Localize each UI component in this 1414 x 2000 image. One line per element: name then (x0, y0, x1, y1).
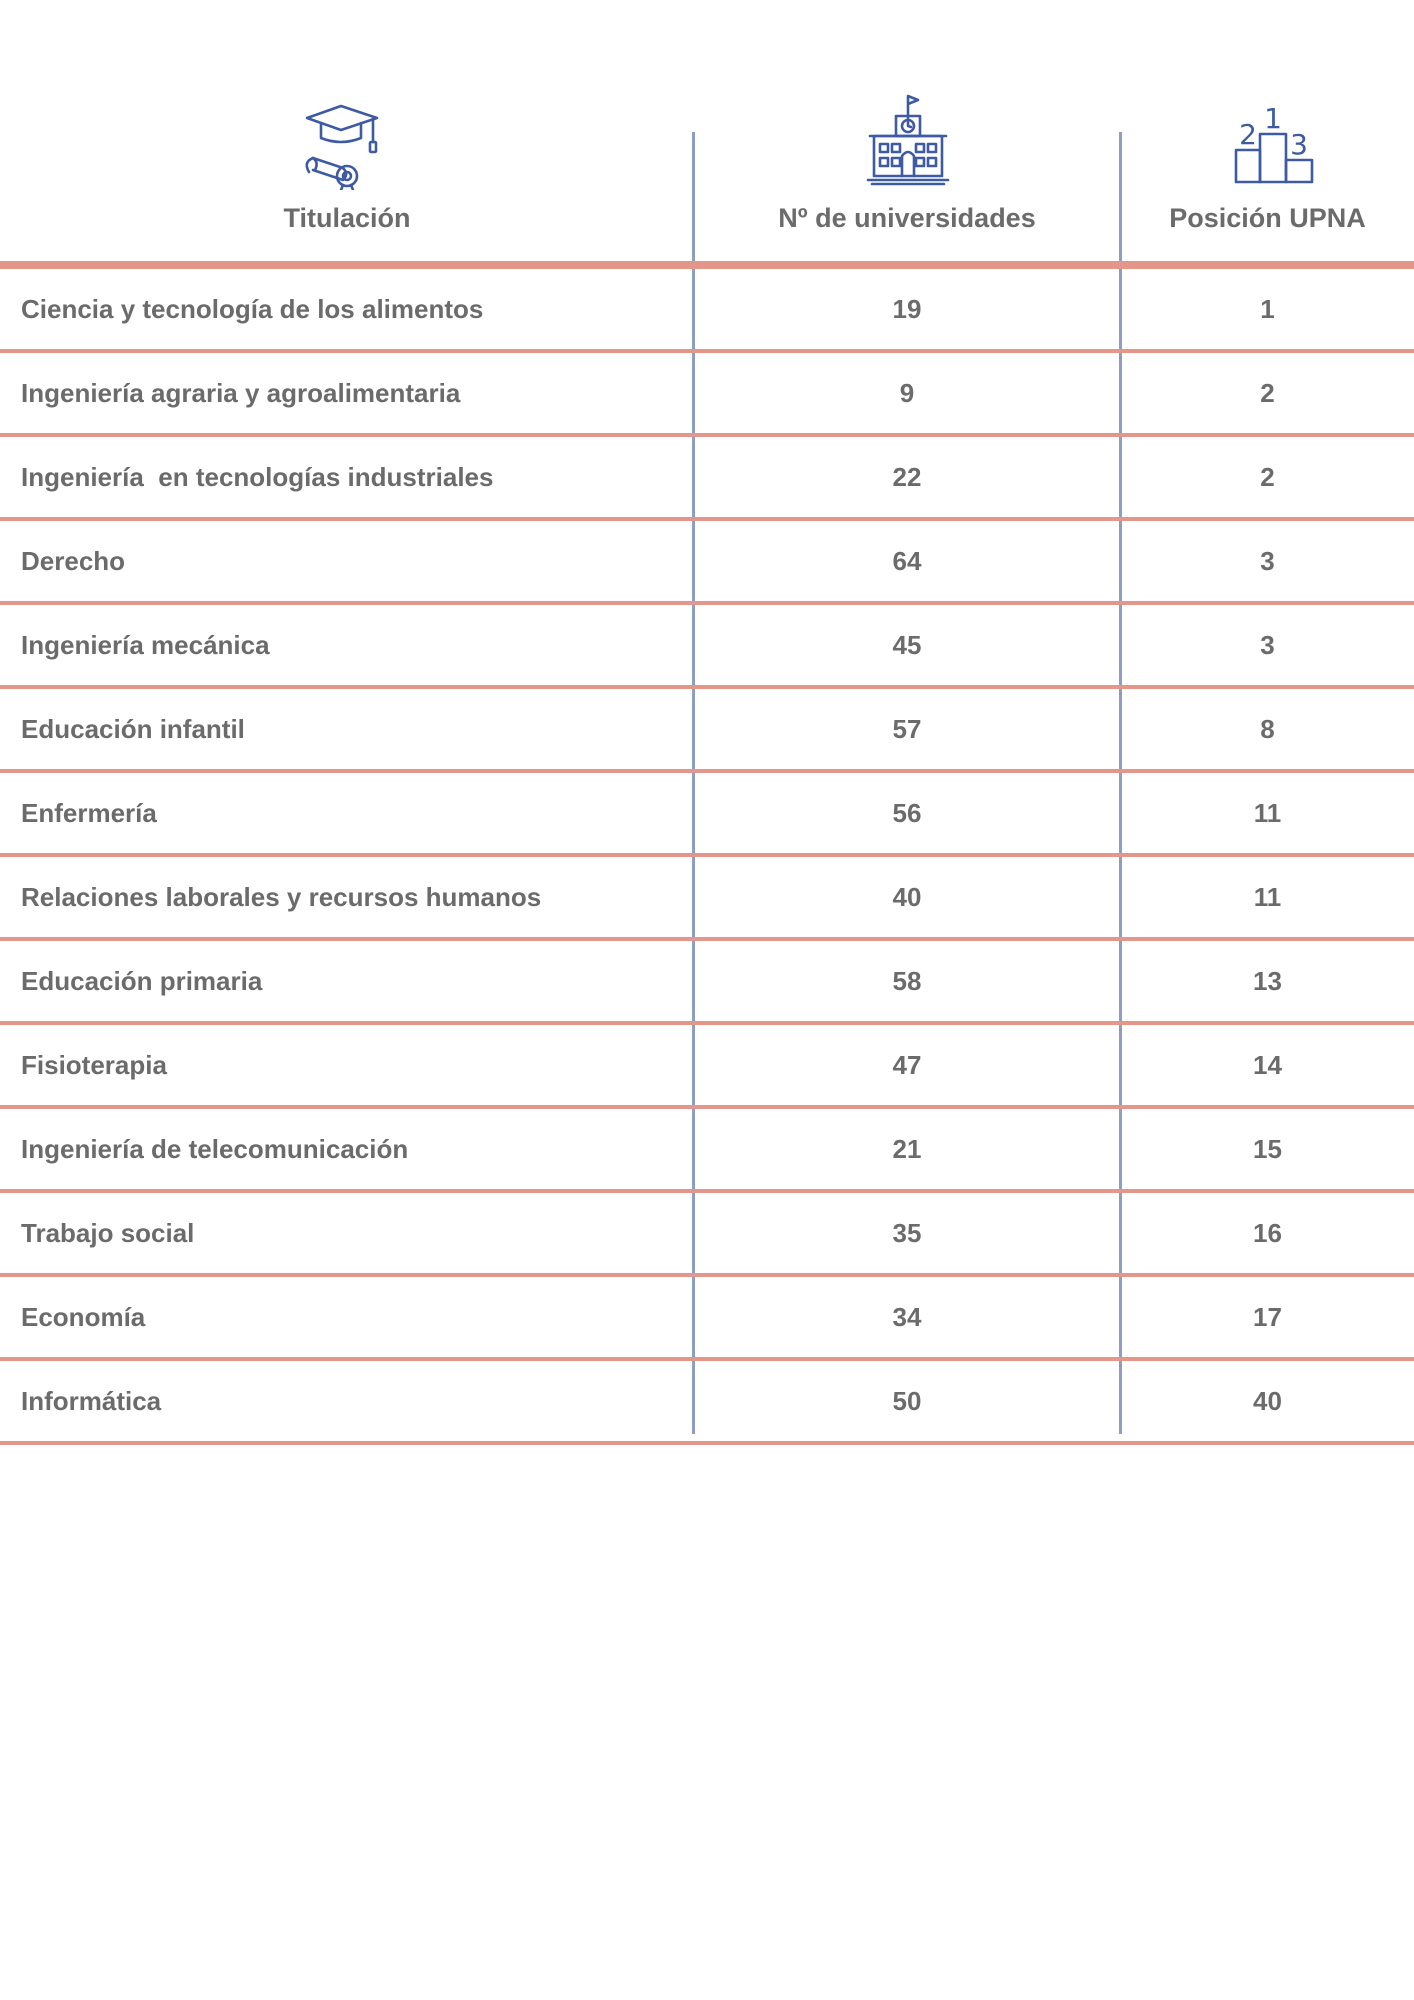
header-posicion: Posición UPNA (1169, 203, 1366, 233)
posicion-cell: 3 (1260, 546, 1275, 576)
titulacion-cell: Fisioterapia (21, 1050, 167, 1080)
universidades-cell: 40 (892, 882, 922, 912)
table-row (0, 941, 1414, 1025)
posicion-cell: 40 (1253, 1386, 1282, 1416)
table-row (0, 605, 1414, 689)
universidades-cell: 50 (892, 1386, 922, 1416)
table-row (0, 857, 1414, 941)
podium-digit-2: 2 (1239, 118, 1257, 151)
posicion-cell: 8 (1260, 714, 1275, 744)
titulacion-cell: Ingeniería mecánica (21, 630, 270, 660)
universidades-cell: 64 (892, 546, 922, 576)
universidades-cell: 9 (899, 378, 915, 408)
table-row (0, 353, 1414, 437)
table-row (0, 1025, 1414, 1109)
posicion-cell: 14 (1253, 1050, 1282, 1080)
posicion-cell: 1 (1260, 294, 1275, 324)
table-row (0, 1361, 1414, 1445)
universidades-cell: 34 (892, 1302, 922, 1332)
ranking-table-body (0, 269, 1414, 1445)
titulacion-cell: Ingeniería agraria y agroalimentaria (21, 378, 461, 408)
titulacion-cell: Enfermería (21, 798, 157, 828)
podium-icon (1232, 100, 1316, 186)
header-divider (0, 261, 1414, 269)
titulacion-cell: Educación primaria (21, 966, 263, 996)
posicion-cell: 15 (1253, 1134, 1282, 1164)
universidades-cell: 56 (892, 798, 922, 828)
titulacion-cell: Economía (21, 1302, 146, 1332)
universidades-cell: 21 (892, 1134, 922, 1164)
posicion-cell: 3 (1260, 630, 1275, 660)
table-row (0, 1109, 1414, 1193)
universidades-cell: 19 (892, 294, 922, 324)
posicion-cell: 2 (1260, 378, 1275, 408)
table-row (0, 1193, 1414, 1277)
titulacion-cell: Relaciones laborales y recursos humanos (21, 882, 542, 912)
posicion-cell: 17 (1253, 1302, 1282, 1332)
titulacion-cell: Ingeniería de telecomunicación (21, 1134, 409, 1164)
titulacion-cell: Trabajo social (21, 1218, 195, 1248)
titulacion-cell: Ciencia y tecnología de los alimentos (21, 294, 484, 324)
header-universidades: Nº de universidades (778, 203, 1036, 233)
graduation-cap-icon (303, 102, 387, 190)
universidades-cell: 47 (892, 1050, 922, 1080)
school-building-icon (866, 92, 950, 188)
table-row (0, 773, 1414, 857)
titulacion-cell: Educación infantil (21, 714, 245, 744)
titulacion-cell: Ingeniería en tecnologías industriales (21, 462, 494, 492)
universidades-cell: 35 (892, 1218, 922, 1248)
titulacion-cell: Derecho (21, 546, 126, 576)
universidades-cell: 45 (892, 630, 922, 660)
titulacion-cell: Informática (21, 1386, 162, 1416)
universidades-cell: 22 (892, 462, 922, 492)
posicion-cell: 13 (1253, 966, 1282, 996)
table-row (0, 437, 1414, 521)
posicion-cell: 2 (1260, 462, 1275, 492)
podium-digit-3: 3 (1290, 128, 1308, 161)
table-row (0, 689, 1414, 773)
table-row (0, 1277, 1414, 1361)
posicion-cell: 11 (1253, 798, 1282, 828)
universidades-cell: 58 (892, 966, 922, 996)
table-row (0, 521, 1414, 605)
posicion-cell: 11 (1253, 882, 1282, 912)
podium-digit-1: 1 (1264, 102, 1282, 135)
header-titulacion: Titulación (283, 203, 411, 233)
universidades-cell: 57 (892, 714, 922, 744)
posicion-cell: 16 (1253, 1218, 1282, 1248)
table-row (0, 269, 1414, 353)
